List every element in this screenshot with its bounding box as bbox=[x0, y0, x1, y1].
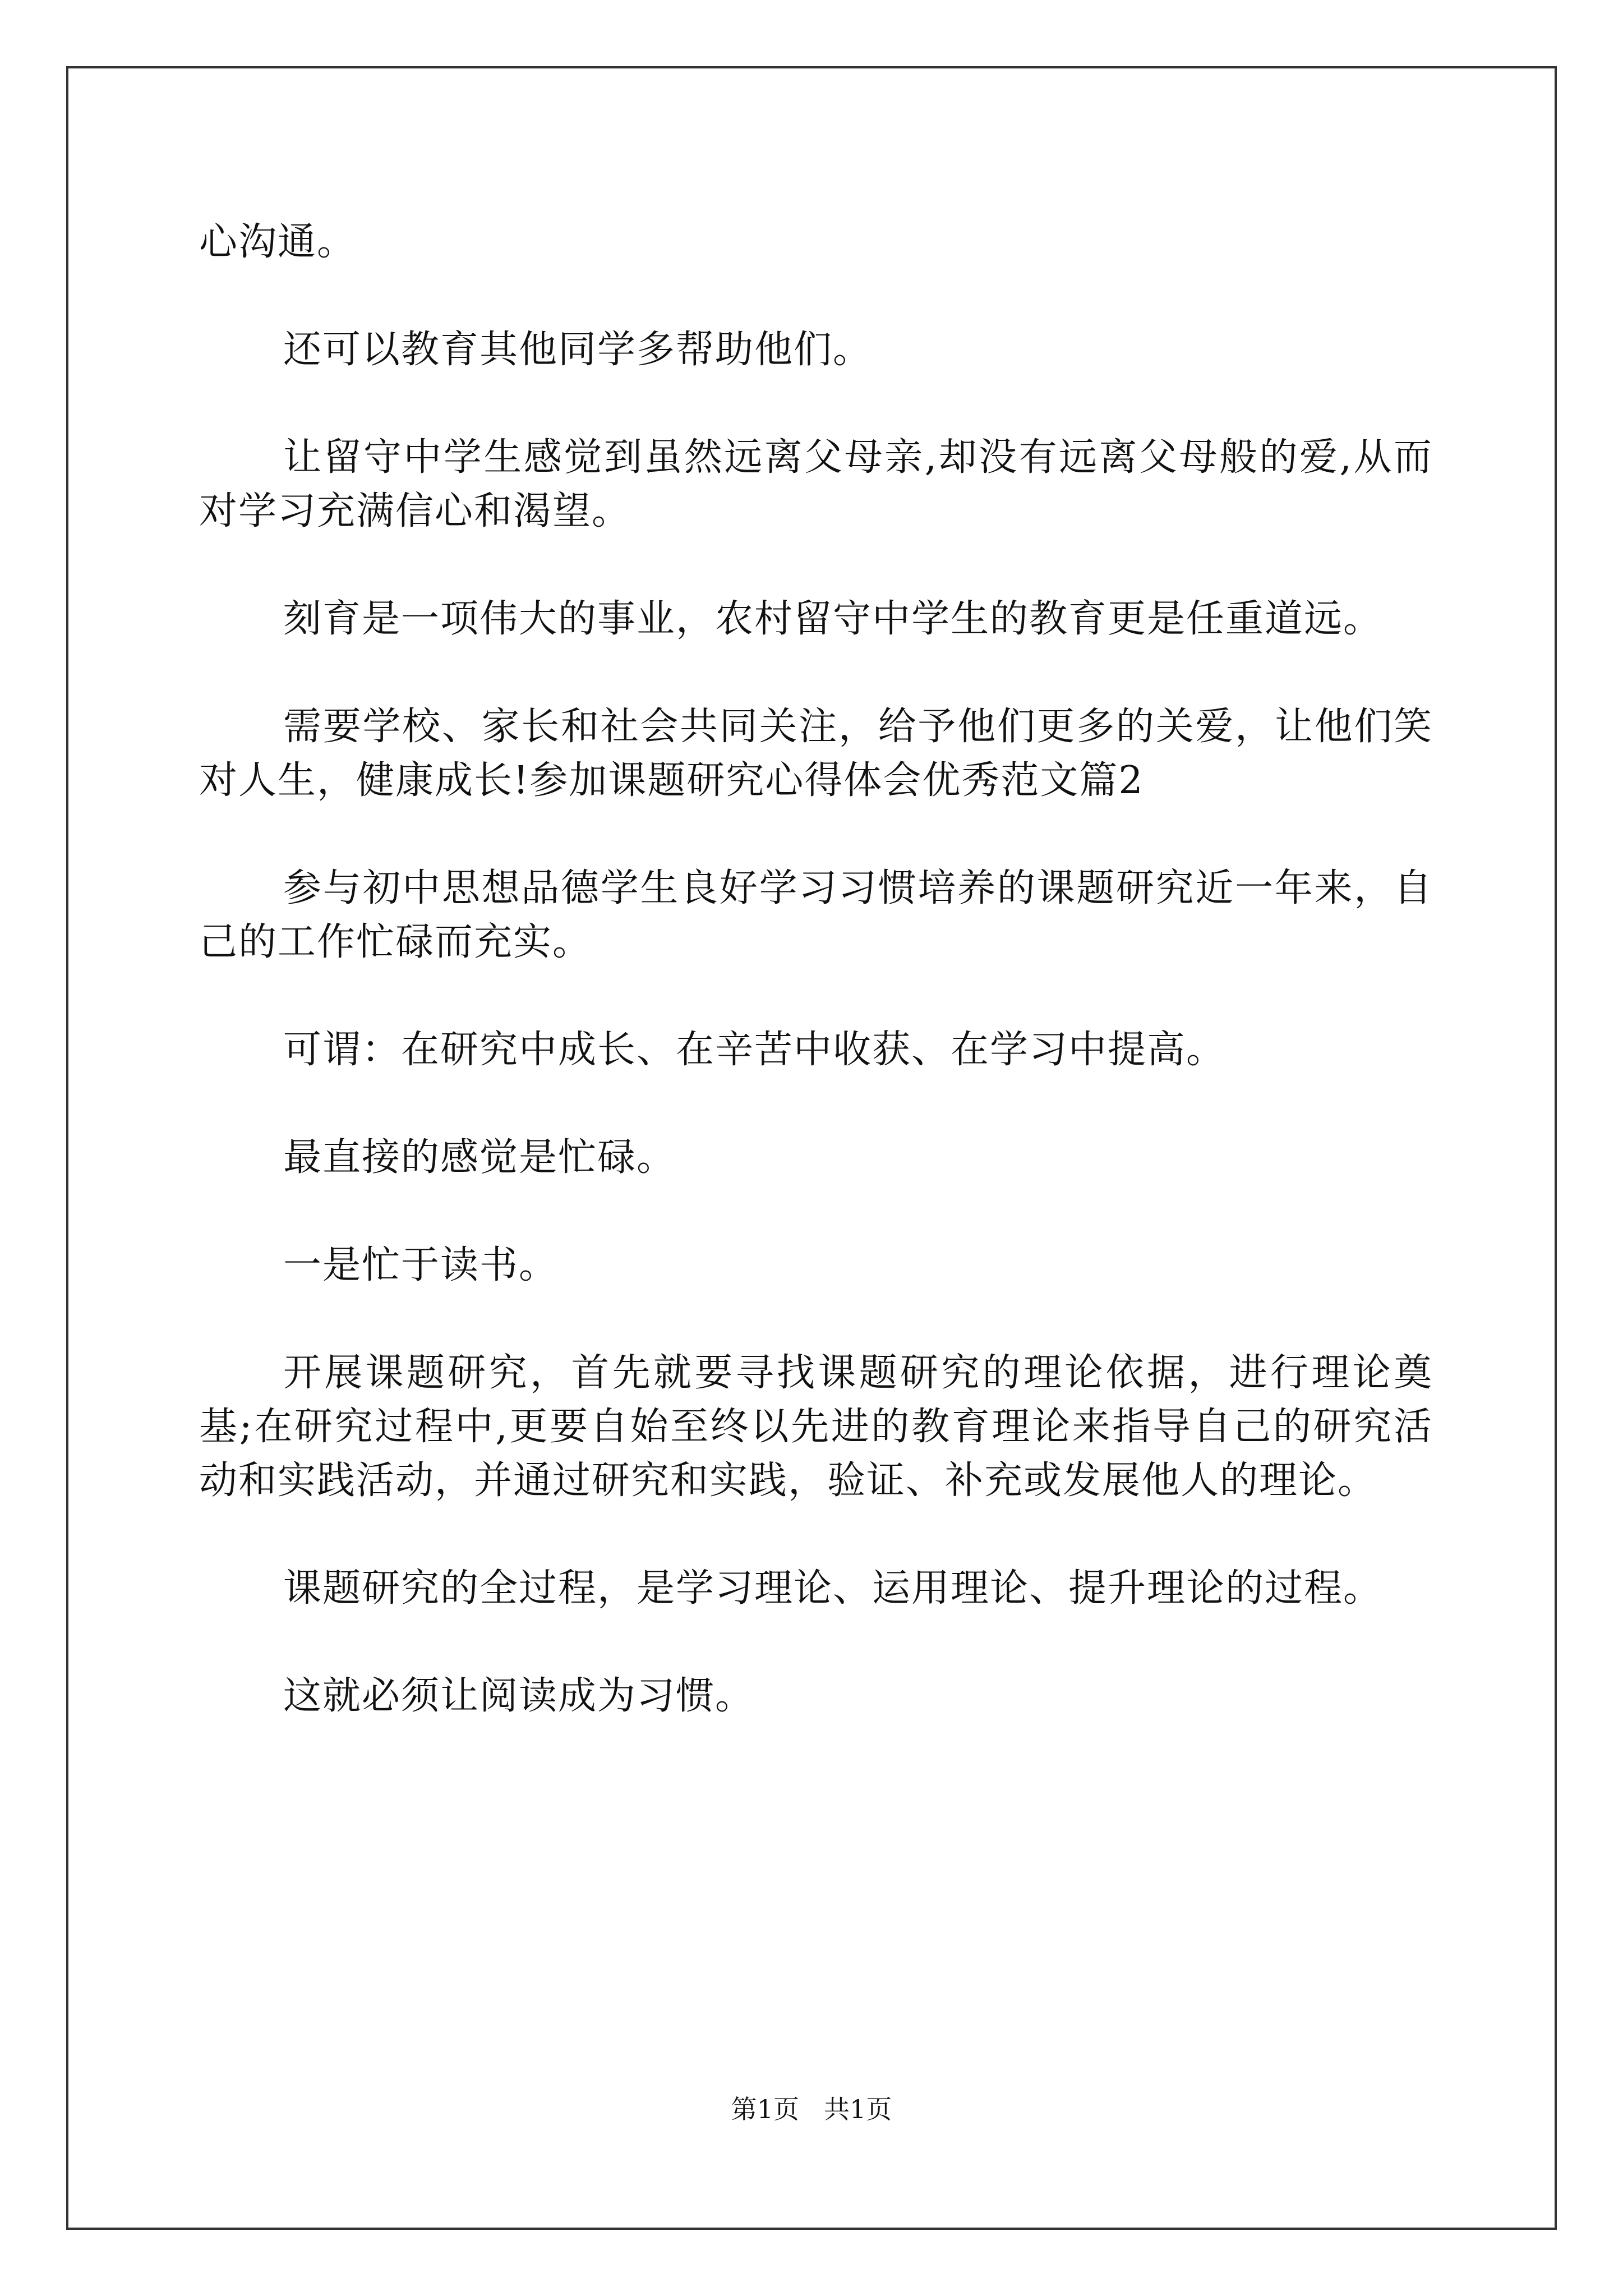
page-total: 共1页 bbox=[823, 2094, 892, 2124]
page-footer bbox=[0, 2092, 1623, 2126]
paragraph-9: 一是忙于读书。 bbox=[283, 1243, 559, 1287]
paragraph-2: 还可以教育其他同学多帮助他们。 bbox=[283, 328, 873, 372]
paragraph-1: 心沟通。 bbox=[199, 220, 357, 264]
paragraph-6: 参与初中思想品德学生良好学习习惯培养的课题研究近一年来，自己的工作忙碌而充实。 bbox=[199, 866, 1433, 964]
paragraph-8: 最直接的感觉是忙碌。 bbox=[283, 1135, 676, 1180]
paragraph-11: 课题研究的全过程，是学习理论、运用理论、提升理论的过程。 bbox=[283, 1566, 1383, 1611]
paragraph-5: 需要学校、家长和社会共同关注，给予他们更多的关爱，让他们笑对人生，健康成长!参加课题研究心得体会优秀范文篇2 bbox=[199, 705, 1433, 803]
document-body bbox=[199, 215, 1433, 1777]
paragraph-12: 这就必须让阅读成为习惯。 bbox=[283, 1674, 755, 1718]
paragraph-7: 可谓：在研究中成长、在辛苦中收获、在学习中提高。 bbox=[283, 1028, 1226, 1072]
paragraph-4: 刻育是一项伟大的事业，农村留守中学生的教育更是任重道远。 bbox=[283, 597, 1383, 641]
paragraph-10: 开展课题研究，首先就要寻找课题研究的理论依据，进行理论奠基;在研究过程中,更要自始至终以先进的教育理论来指导自己的研究活动和实践活动，并通过研究和实践，验证、补充或发展他人的理论。 bbox=[199, 1351, 1433, 1503]
page-number: 第1页 bbox=[731, 2094, 800, 2124]
paragraph-3: 让留守中学生感觉到虽然远离父母亲,却没有远离父母般的爱,从而对学习充满信心和渴望。 bbox=[199, 435, 1433, 533]
